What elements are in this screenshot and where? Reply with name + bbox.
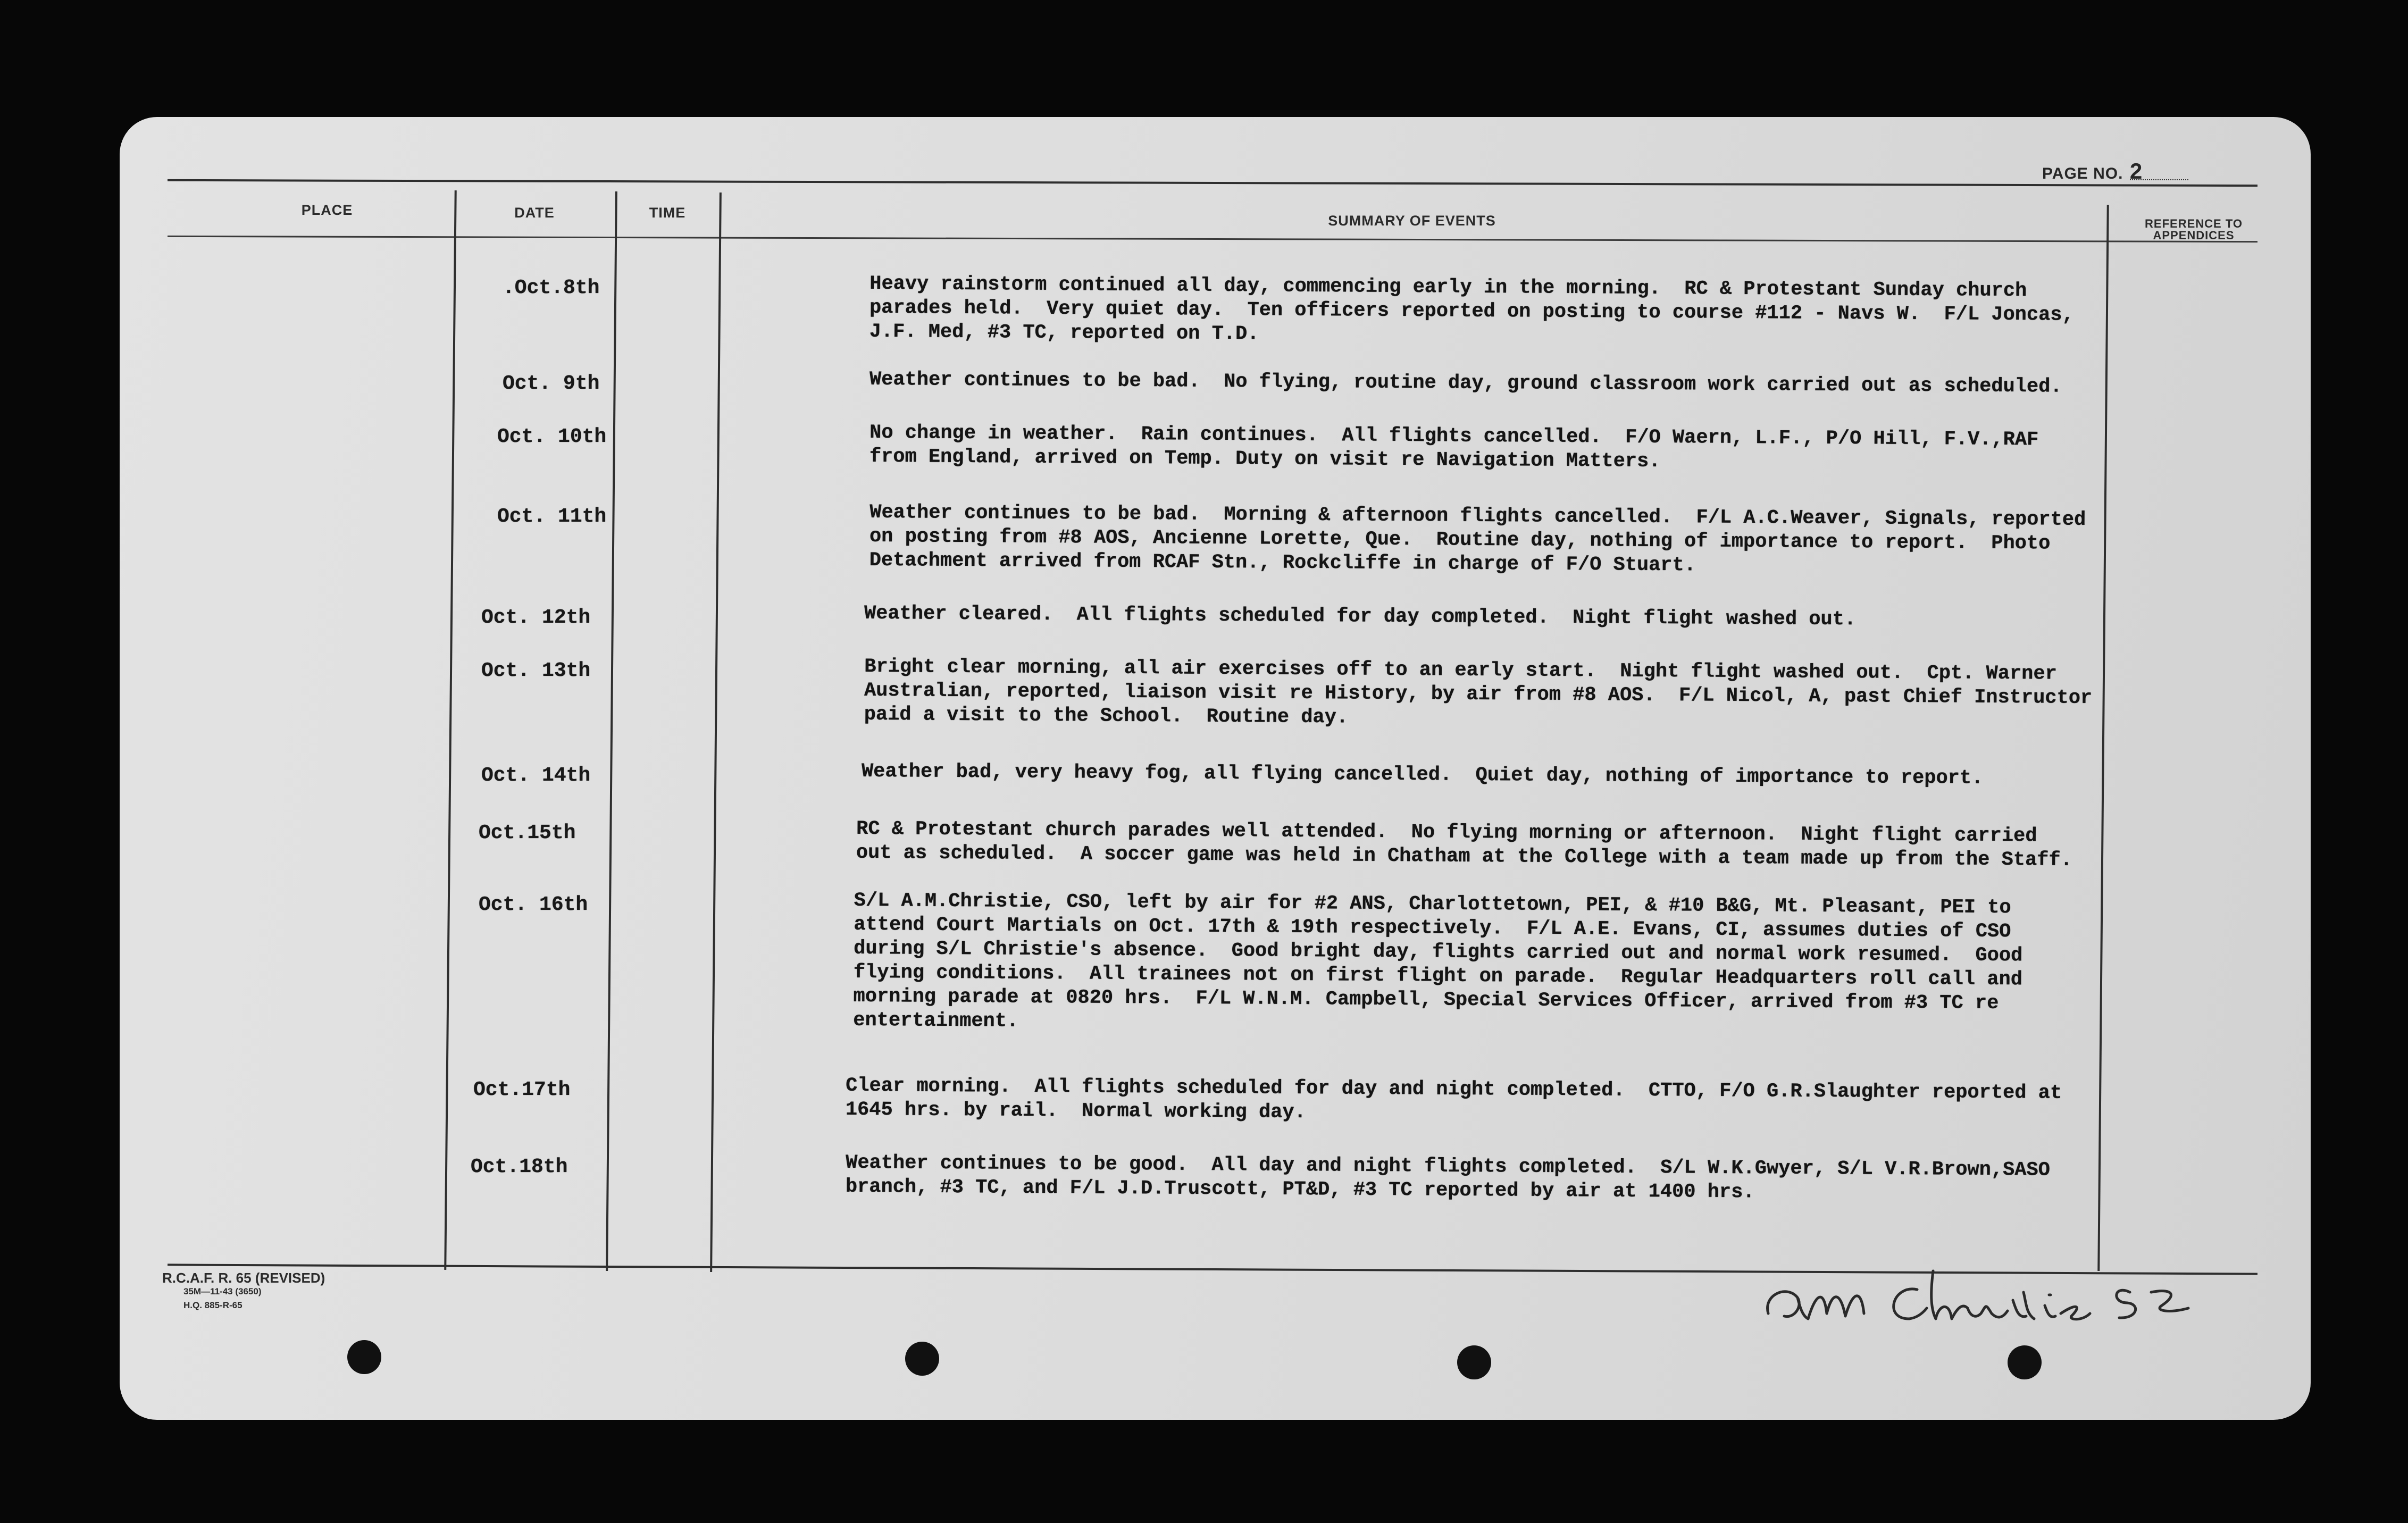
entry-summary: S/L A.M.Christie, CSO, left by air for #2 ANS, Charlottetown, PEI, & #10 B&G, Mt. Pleasant, PEI to attend Court Martials on Oct. 17th & 19th respectively. F/L A.E. Evans, CI, assumes duties of CSO during S/L Christie's absence. Good bright day, flights carried out and normal work resumed. Good flying conditions. All trainees not on first flight on parade. Regular Headquarters roll call and morning parade at 0820 hrs. F/L W.N.M. Campbell, Special Services Officer, arrived from #3 TC re entertainment. [853,889,2023,1033]
entry-date: Oct. 10th [497,425,607,448]
form-hq-code: H.Q. 885-R-65 [183,1300,243,1310]
entry-date: Oct.15th [479,822,576,844]
entry-summary: Weather continues to be good. All day and night flights completed. S/L W.K.Gwyer, S/L V.R.Brown,SASO branch, #3 TC, and F/L J.D.Truscott, PT&D, #3 TC reported by air at 1400 hrs. [845,1151,2051,1204]
entry-date: Oct. 16th [479,893,588,916]
page-number [2042,158,2188,183]
page-number-value: 2 [2130,163,2188,180]
entry-date: Oct. 13th [481,659,591,682]
entry-date: Oct. 14th [481,764,591,787]
entry-date: .Oct.8th [503,277,600,299]
form-number: R.C.A.F. R. 65 (REVISED) [162,1270,325,1286]
entry-summary: Weather continues to be bad. No flying, routine day, ground classroom work carried out as scheduled. [869,368,2062,398]
diary-sheet [120,117,2311,1420]
entry-date: Oct. 11th [497,505,607,528]
signature [1758,1239,2220,1345]
entry-summary: Bright clear morning, all air exercises off to an early start. Night flight washed out. Cpt. Warner Australian, reported, liaison visit re History, by air from #8 AOS. F/L Nicol, A, past Chief Instructor paid a visit to the School. Routine day. [864,655,2093,729]
binder-hole-2 [905,1342,939,1376]
page-number-label: PAGE NO. [2042,165,2123,182]
entry-date: Oct. 12th [481,606,591,629]
entry-date: Oct.18th [471,1156,568,1178]
entry-date: Oct.17th [473,1078,571,1101]
column-header-time: TIME [649,205,686,221]
column-divider-place [444,190,456,1270]
column-divider-date [606,191,617,1271]
form-print-code: 35M—11-43 (3650) [183,1286,262,1296]
column-header-summary: SUMMARY OF EVENTS [1328,213,1496,229]
entry-summary: Weather cleared. All flights scheduled for day completed. Night flight washed out. [864,602,1857,631]
entry-date: Oct. 9th [503,372,600,395]
column-header-date: DATE [514,205,555,221]
binder-hole-1 [347,1340,381,1374]
entry-summary: Weather bad, very heavy fog, all flying cancelled. Quiet day, nothing of importance to report. [861,760,1984,790]
column-header-place: PLACE [301,202,353,218]
column-header-reference: REFERENCE TO APPENDICES [2145,217,2243,242]
entry-summary: Weather continues to be bad. Morning & afternoon flights cancelled. F/L A.C.Weaver, Signals, reported on posting from #8 AOS, Ancienne Lorette, Que. Routine day, nothing of importance to report. Photo Detachment arrived from RCAF Stn., Rockcliffe in charge of F/O Stuart. [869,501,2086,577]
entry-summary: Heavy rainstorm continued all day, commencing early in the morning. RC & Protestant Sunday church parades held. Very quiet day. Ten officers reported on posting to course #112 - Navs W. F/L Joncas, J.F. Med, #3 TC, reported on T.D. [869,272,2074,346]
binder-hole-4 [2008,1345,2042,1379]
header-rule [168,236,2258,242]
column-divider-time [710,193,722,1272]
entry-summary: Clear morning. All flights scheduled for day and night completed. CTTO, F/O G.R.Slaughter reported at 1645 hrs. by rail. Normal working day. [845,1074,2062,1124]
top-rule [168,179,2258,187]
binder-hole-3 [1457,1345,1491,1379]
entry-summary: RC & Protestant church parades well attended. No flying morning or afternoon. Night flight carried out as scheduled. A soccer game was held in Chatham at the College with a team made up from the Staff. [856,817,2072,872]
entry-summary: No change in weather. Rain continues. All flights cancelled. F/O Waern, L.F., P/O Hill, F.V.,RAF from England, arrived on Temp. Duty on visit re Navigation Matters. [869,421,2039,473]
form-footer [162,1271,325,1312]
